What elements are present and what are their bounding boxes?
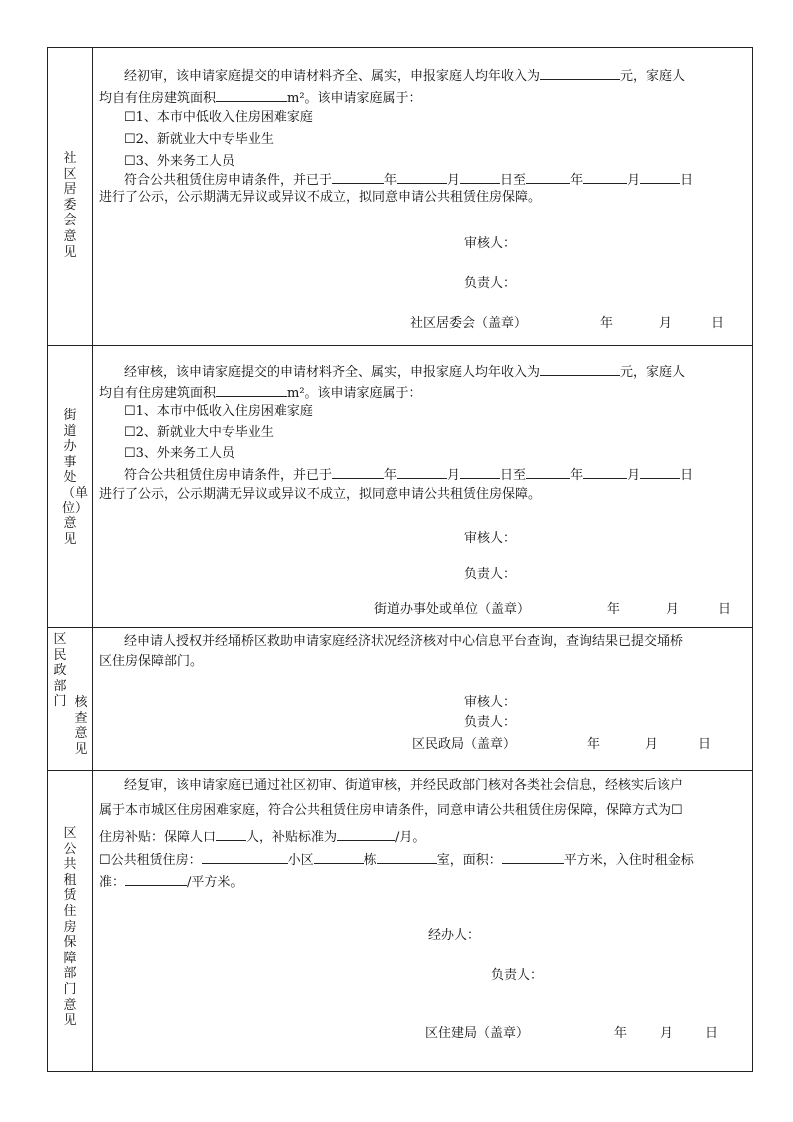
civil-date-year: 年 bbox=[587, 737, 601, 752]
community-option-3[interactable]: ☐3、外来务工人员 bbox=[124, 154, 235, 169]
housing-rental-line: ☐公共租赁住房： 小区 栋 室，面积： 平方米，入住时租金标 bbox=[99, 850, 694, 869]
street-date-day: 日 bbox=[718, 602, 732, 617]
street-option-2[interactable]: ☐2、新就业大中专毕业生 bbox=[124, 425, 274, 440]
community-date-month: 月 bbox=[659, 316, 673, 331]
pub-start-month-blank[interactable] bbox=[397, 170, 447, 184]
housing-date-year: 年 bbox=[614, 1026, 628, 1041]
area-blank[interactable] bbox=[216, 383, 287, 397]
civil-reviewer-label: 审核人： bbox=[464, 695, 517, 710]
street-seal-label: 街道办事处或单位（盖章） bbox=[374, 602, 531, 617]
area-blank[interactable] bbox=[216, 88, 287, 102]
community-date-year: 年 bbox=[600, 316, 614, 331]
civil-paragraph-line-1: 经申请人授权并经埇桥区救助申请家庭经济状况经济核对中心信息平台查询，查询结果已提交埇桥 bbox=[124, 634, 684, 649]
housing-paragraph-line-2[interactable]: 属于本市城区住房困难家庭，符合公共租赁住房申请条件，同意申请公共租赁住房保障，保障方式为☐ bbox=[99, 803, 683, 818]
housing-responsible-label: 负责人： bbox=[491, 968, 544, 983]
community-option-2[interactable]: ☐2、新就业大中专毕业生 bbox=[124, 132, 274, 147]
street-date-year: 年 bbox=[607, 602, 621, 617]
civil-paragraph-line-2: 区住房保障部门。 bbox=[99, 654, 204, 669]
row-divider-3 bbox=[47, 770, 753, 771]
pub-start-year-blank[interactable] bbox=[332, 170, 384, 184]
housing-rent-line: 准： /平方米。 bbox=[99, 872, 243, 891]
subsidy-standard-blank[interactable] bbox=[337, 827, 395, 841]
street-responsible-label: 负责人： bbox=[464, 567, 517, 582]
pub-start-day-blank[interactable] bbox=[460, 170, 500, 184]
people-count-blank[interactable] bbox=[216, 827, 246, 841]
civil-responsible-label: 负责人： bbox=[464, 715, 517, 730]
street-paragraph-line-1: 经审核，该申请家庭提交的申请材料齐全、属实，申报家庭人均年收入为 元，家庭人 bbox=[124, 362, 685, 381]
community-reviewer-label: 审核人： bbox=[464, 236, 517, 251]
housing-dept-label: 区公共租赁住房保障部门意见 bbox=[63, 826, 77, 1029]
pub-start-day-blank[interactable] bbox=[460, 465, 500, 479]
community-option-1[interactable]: ☐1、本市中低收入住房困难家庭 bbox=[124, 110, 313, 125]
community-responsible-label: 负责人： bbox=[464, 276, 517, 291]
civil-date-day: 日 bbox=[698, 737, 712, 752]
building-blank[interactable] bbox=[314, 850, 364, 864]
housing-paragraph-line-1: 经复审，该申请家庭已通过社区初审、街道审核，并经民政部门核对各类社会信息，经核实后该户 bbox=[124, 778, 684, 793]
community-name-blank[interactable] bbox=[202, 850, 288, 864]
community-opinion-label: 社区居委会意见 bbox=[63, 151, 77, 260]
pub-start-year-blank[interactable] bbox=[332, 465, 384, 479]
civil-affairs-label: 区民政部门 bbox=[53, 632, 67, 710]
housing-handler-label: 经办人： bbox=[428, 928, 481, 943]
pub-end-day-blank[interactable] bbox=[640, 465, 680, 479]
community-date-day: 日 bbox=[711, 316, 725, 331]
community-paragraph-line-1: 经初审，该申请家庭提交的申请材料齐全、属实，申报家庭人均年收入为 元，家庭人 bbox=[124, 66, 685, 85]
pub-end-month-blank[interactable] bbox=[583, 170, 627, 184]
community-publicity-line: 符合公共租赁住房申请条件，并已于 年 月 日至 年 月 日 bbox=[124, 170, 693, 189]
community-paragraph-line-2: 均自有住房建筑面积 m²。该申请家庭属于： bbox=[99, 88, 422, 107]
pub-end-day-blank[interactable] bbox=[640, 170, 680, 184]
row-divider-1 bbox=[47, 345, 753, 346]
civil-affairs-sublabel: 核查意见 bbox=[74, 695, 88, 757]
street-opinion-label: 街道办事处 （单位） 意见 bbox=[62, 408, 89, 547]
pub-start-month-blank[interactable] bbox=[397, 465, 447, 479]
pub-end-month-blank[interactable] bbox=[583, 465, 627, 479]
civil-seal-label: 区民政局（盖章） bbox=[412, 737, 517, 752]
income-blank[interactable] bbox=[540, 66, 620, 80]
area-blank[interactable] bbox=[502, 850, 564, 864]
pub-end-year-blank[interactable] bbox=[526, 465, 570, 479]
room-blank[interactable] bbox=[377, 850, 437, 864]
column-divider bbox=[92, 47, 93, 1072]
community-seal-label: 社区居委会（盖章） bbox=[410, 316, 528, 331]
community-publicity-result: 进行了公示，公示期满无异议或异议不成立，拟同意申请公共租赁住房保障。 bbox=[99, 190, 542, 205]
housing-subsidy-line: 住房补贴：保障人口 人，补贴标准为 /月。 bbox=[99, 827, 425, 846]
street-publicity-result: 进行了公示，公示期满无异议或异议不成立，拟同意申请公共租赁住房保障。 bbox=[99, 487, 542, 502]
pub-end-year-blank[interactable] bbox=[526, 170, 570, 184]
street-date-month: 月 bbox=[666, 602, 680, 617]
housing-date-month: 月 bbox=[660, 1026, 674, 1041]
street-paragraph-line-2: 均自有住房建筑面积 m²。该申请家庭属于： bbox=[99, 383, 422, 402]
street-reviewer-label: 审核人： bbox=[464, 531, 517, 546]
row-divider-2 bbox=[47, 627, 753, 628]
income-blank[interactable] bbox=[540, 362, 620, 376]
housing-seal-label: 区住建局（盖章） bbox=[425, 1026, 530, 1041]
housing-date-day: 日 bbox=[705, 1026, 719, 1041]
street-option-3[interactable]: ☐3、外来务工人员 bbox=[124, 446, 235, 461]
rent-standard-blank[interactable] bbox=[125, 872, 187, 886]
street-publicity-line: 符合公共租赁住房申请条件，并已于 年 月 日至 年 月 日 bbox=[124, 465, 693, 484]
street-option-1[interactable]: ☐1、本市中低收入住房困难家庭 bbox=[124, 404, 313, 419]
civil-date-month: 月 bbox=[645, 737, 659, 752]
